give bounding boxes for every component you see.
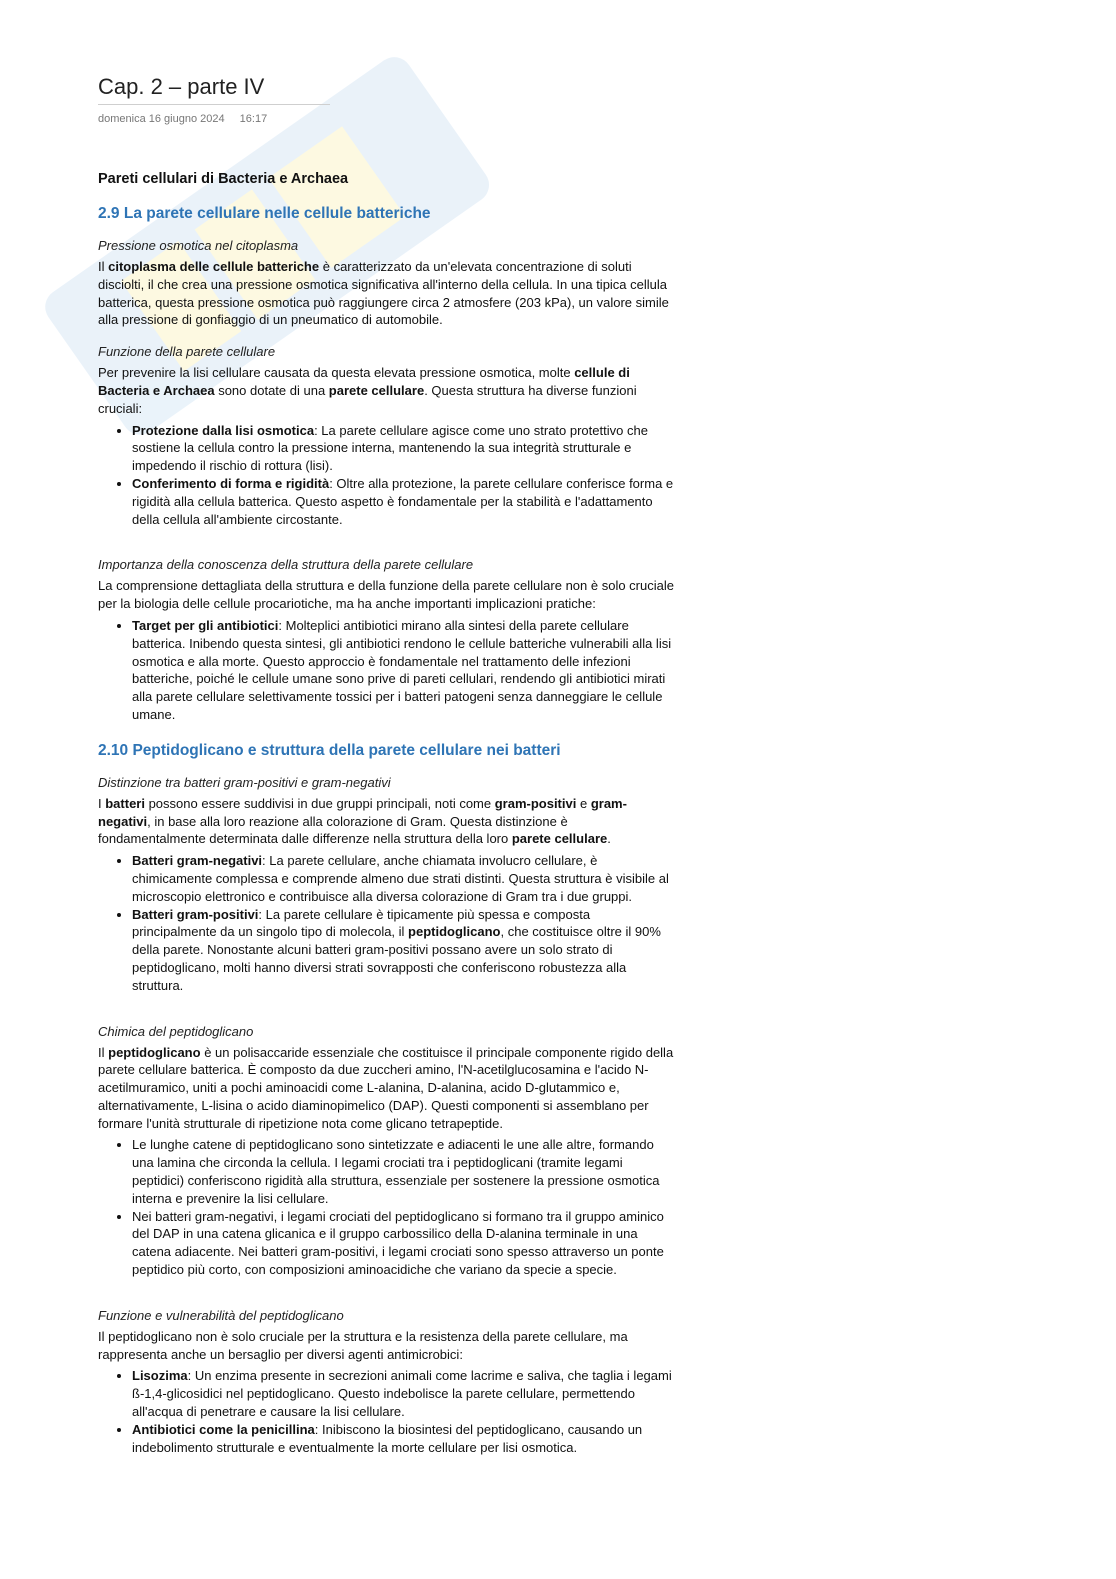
paragraph-chimica: Il peptidoglicano è un polisaccaride essenziale che costituisce il principale componente rigido della parete cellulare batterica. È composto da due zuccheri amino, l'N-acetilglucosamina e l'acido N-acetilmuramico, uniti a pochi aminoacidi come L-alanina, D-alanina, acido D-glutammico e, alternativamente, L-lisina o acido diaminopimelico (DAP). Questi componenti si assemblano per formare l'unità strutturale di ripetizione nota come glicano tetrapeptide. — [98, 1044, 674, 1131]
page-meta — [98, 113, 678, 125]
paragraph-pressione: Il citoplasma delle cellule batteriche è caratterizzato da un'elevata concentrazione di soluti disciolti, il che crea una pressione osmotica significativa all'interno della cellula. In una tipica cellula batterica, questa pressione osmotica può raggiungere circa 2 atmosfere (203 kPa), un valore simile alla pressione di gonfiaggio di un pneumatico di automobile. — [98, 259, 669, 328]
subheading-importanza: Importanza della conoscenza della struttura della parete cellulare — [98, 557, 474, 573]
paragraph-distinzione: I batteri possono essere suddivisi in due gruppi principali, noti come gram-positivi e gram-negativi, in base alla loro reazione alla colorazione di Gram. Questa distinzione è fondamentalmente determinata dalle differenze nella struttura della loro parete cellulare. — [98, 795, 627, 847]
page-title: Cap. 2 – parte IV — [98, 72, 330, 105]
list-funzioni — [98, 422, 678, 529]
paragraph-vulnerabilita: Il peptidoglicano non è solo cruciale per la struttura e la resistenza della parete cellulare, ma rappresenta anche un bersaglio per diversi agenti antimicrobici: — [98, 1328, 628, 1362]
page-time: 16:17 — [239, 113, 268, 125]
subheading-vulnerabilita: Funzione e vulnerabilità del peptidoglicano — [98, 1307, 344, 1323]
subheading-chimica: Chimica del peptidoglicano — [98, 1023, 254, 1039]
document-page — [98, 72, 678, 1456]
list-item: • Lisozima: Un enzima presente in secrezioni animali come lacrime e saliva, che taglia i legami ß-1,4-glicosidici nel peptidoglicano. Questo indebolisce la parete cellulare, permettendo all'acqua di penetrare e causare la lisi cellulare. — [132, 1367, 678, 1420]
page-date: domenica 16 giugno 2024 — [98, 113, 225, 125]
list-item: • Nei batteri gram-negativi, i legami crociati del peptidoglicano si formano tra il gruppo aminico del DAP in una catena glicanica e il gruppo carbossilico della D-alanina terminale in una catena adiacente. Nei batteri gram-positivi, i legami crociati sono spesso attraverso un ponte peptidico più corto, con composizioni aminoacidiche che variano da specie a specie. — [132, 1208, 678, 1279]
list-item: • Antibiotici come la penicillina: Inibiscono la biosintesi del peptidoglicano, causando un indebolimento strutturale e eventualmente la morte cellulare per lisi osmotica. — [132, 1421, 678, 1457]
list-item: • Batteri gram-negativi: La parete cellulare, anche chiamata involucro cellulare, è chimicamente complessa e comprende almeno due strati distinti. Questa struttura è visibile al microscopio elettronico e contribuisce alla diversa colorazione di Gram tra i due gruppi. — [132, 852, 678, 905]
heading-2-9: 2.9 La parete cellulare nelle cellule batteriche — [98, 205, 431, 222]
list-gram — [98, 852, 678, 994]
subheading-distinzione: Distinzione tra batteri gram-positivi e gram-negativi — [98, 774, 391, 790]
list-catene — [98, 1136, 678, 1278]
list-item: • Le lunghe catene di peptidoglicano sono sintetizzate e adiacenti le une alle altre, formando una lamina che circonda la cellula. I legami crociati tra i peptidoglicani (tramite legami peptidici) conferiscono rigidità alla struttura, essenziale per sostenere la pressione osmotica interna e prevenire la lisi cellulare. — [132, 1136, 678, 1207]
heading-2-10: 2.10 Peptidoglicano e struttura della parete cellulare nei batteri — [98, 741, 561, 759]
subheading-funzione: Funzione della parete cellulare — [98, 344, 276, 360]
section-title: Pareti cellulari di Bacteria e Archaea — [98, 171, 349, 187]
subheading-pressione: Pressione osmotica nel citoplasma — [98, 238, 299, 253]
paragraph-importanza: La comprensione dettagliata della struttura e della funzione della parete cellulare non è solo cruciale per la biologia delle cellule procariotiche, ma ha anche importanti implicazioni pratiche: — [98, 578, 674, 612]
list-item: • Batteri gram-positivi: La parete cellulare è tipicamente più spessa e composta principalmente da un singolo tipo di molecola, il peptidoglicano, che costituisce oltre il 90% della parete. Nonostante alcuni batteri gram-positivi possano avere un solo strato di peptidoglicano, molti hanno diversi strati sovrapposti che conferiscono robustezza alla struttura. — [132, 906, 678, 995]
list-agenti — [98, 1367, 678, 1456]
list-item: • Protezione dalla lisi osmotica: La parete cellulare agisce come uno strato protettivo che sostiene la cellula contro la pressione interna, mantenendo la sua integrità strutturale e impedendo il rischio di rottura (lisi). — [132, 422, 678, 475]
list-antibiotici — [98, 617, 678, 724]
list-item: • Conferimento di forma e rigidità: Oltre alla protezione, la parete cellulare conferisce forma e rigidità alla cellula batterica. Questo aspetto è fondamentale per la stabilità e l'adattamento della cellula all'ambiente circostante. — [132, 475, 678, 528]
list-item: • Target per gli antibiotici: Molteplici antibiotici mirano alla sintesi della parete cellulare batterica. Inibendo questa sintesi, gli antibiotici rendono le cellule batteriche vulnerabili alla lisi osmotica e alla morte. Questo approccio è fondamentale nel trattamento delle infezioni batteriche, poiché le cellule umane sono prive di pareti cellulari, rendendo gli antibiotici mirati alla parete cellulare selettivamente tossici per i batteri patogeni senza danneggiare le cellule umane. — [132, 617, 678, 724]
paragraph-funzione: Per prevenire la lisi cellulare causata da questa elevata pressione osmotica, molte cellule di Bacteria e Archaea sono dotate di una parete cellulare. Questa struttura ha diverse funzioni cruciali: — [98, 365, 637, 416]
